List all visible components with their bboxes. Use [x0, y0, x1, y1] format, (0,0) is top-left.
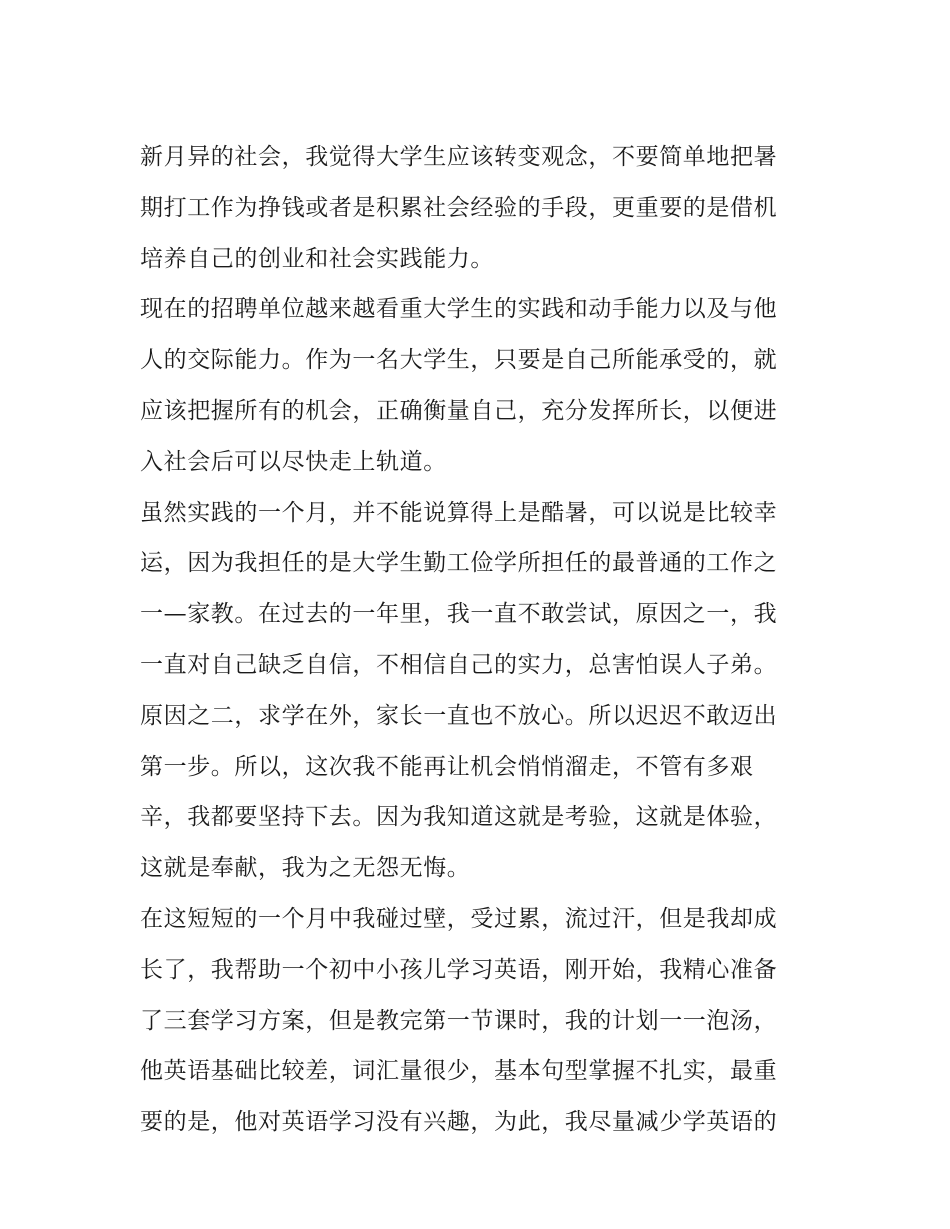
text-line: 入社会后可以尽快走上轨道。 [140, 448, 447, 475]
text-line: 他英语基础比较差，词汇量很少，基本句型掌握不扎实，最重 [140, 1058, 778, 1085]
text-line: 辛，我都要坚持下去。因为我知道这就是考验，这就是体验， [140, 804, 778, 831]
text-line: 期打工作为挣钱或者是积累社会经验的手段，更重要的是借机 [140, 194, 778, 221]
text-line: 了三套学习方案，但是教完第一节课时，我的计划一一泡汤， [140, 1007, 778, 1034]
text-line: 长了，我帮助一个初中小孩儿学习英语，刚开始，我精心准备 [140, 956, 778, 983]
text-line: 一—家教。在过去的一年里，我一直不敢尝试，原因之一，我 [140, 601, 778, 628]
text-line: 应该把握所有的机会，正确衡量自己，充分发挥所长，以便进 [140, 397, 778, 424]
text-line: 新月异的社会，我觉得大学生应该转变观念，不要简单地把暑 [140, 144, 778, 170]
text-line: 第一步。所以，这次我不能再让机会悄悄溜走，不管有多艰 [140, 753, 754, 780]
document-body [140, 132, 820, 1148]
text-line: 要的是，他对英语学习没有兴趣，为此，我尽量减少学英语的 [140, 1109, 778, 1136]
text-line: 虽然实践的一个月，并不能说算得上是酷暑，可以说是比较幸 [140, 499, 778, 526]
text-line: 人的交际能力。作为一名大学生，只要是自己所能承受的，就 [140, 347, 778, 374]
text-line: 原因之二，求学在外，家长一直也不放心。所以迟迟不敢迈出 [140, 702, 778, 729]
text-line: 这就是奉献，我为之无怨无悔。 [140, 855, 471, 882]
text-line: 培养自己的创业和社会实践能力。 [140, 245, 494, 272]
text-line: 现在的招聘单位越来越看重大学生的实践和动手能力以及与他 [140, 296, 778, 323]
text-line: 在这短短的一个月中我碰过壁，受过累，流过汗，但是我却成 [140, 905, 778, 932]
text-line: 一直对自己缺乏自信，不相信自己的实力，总害怕误人子弟。 [140, 651, 778, 678]
text-line: 运，因为我担任的是大学生勤工俭学所担任的最普通的工作之 [140, 550, 778, 577]
